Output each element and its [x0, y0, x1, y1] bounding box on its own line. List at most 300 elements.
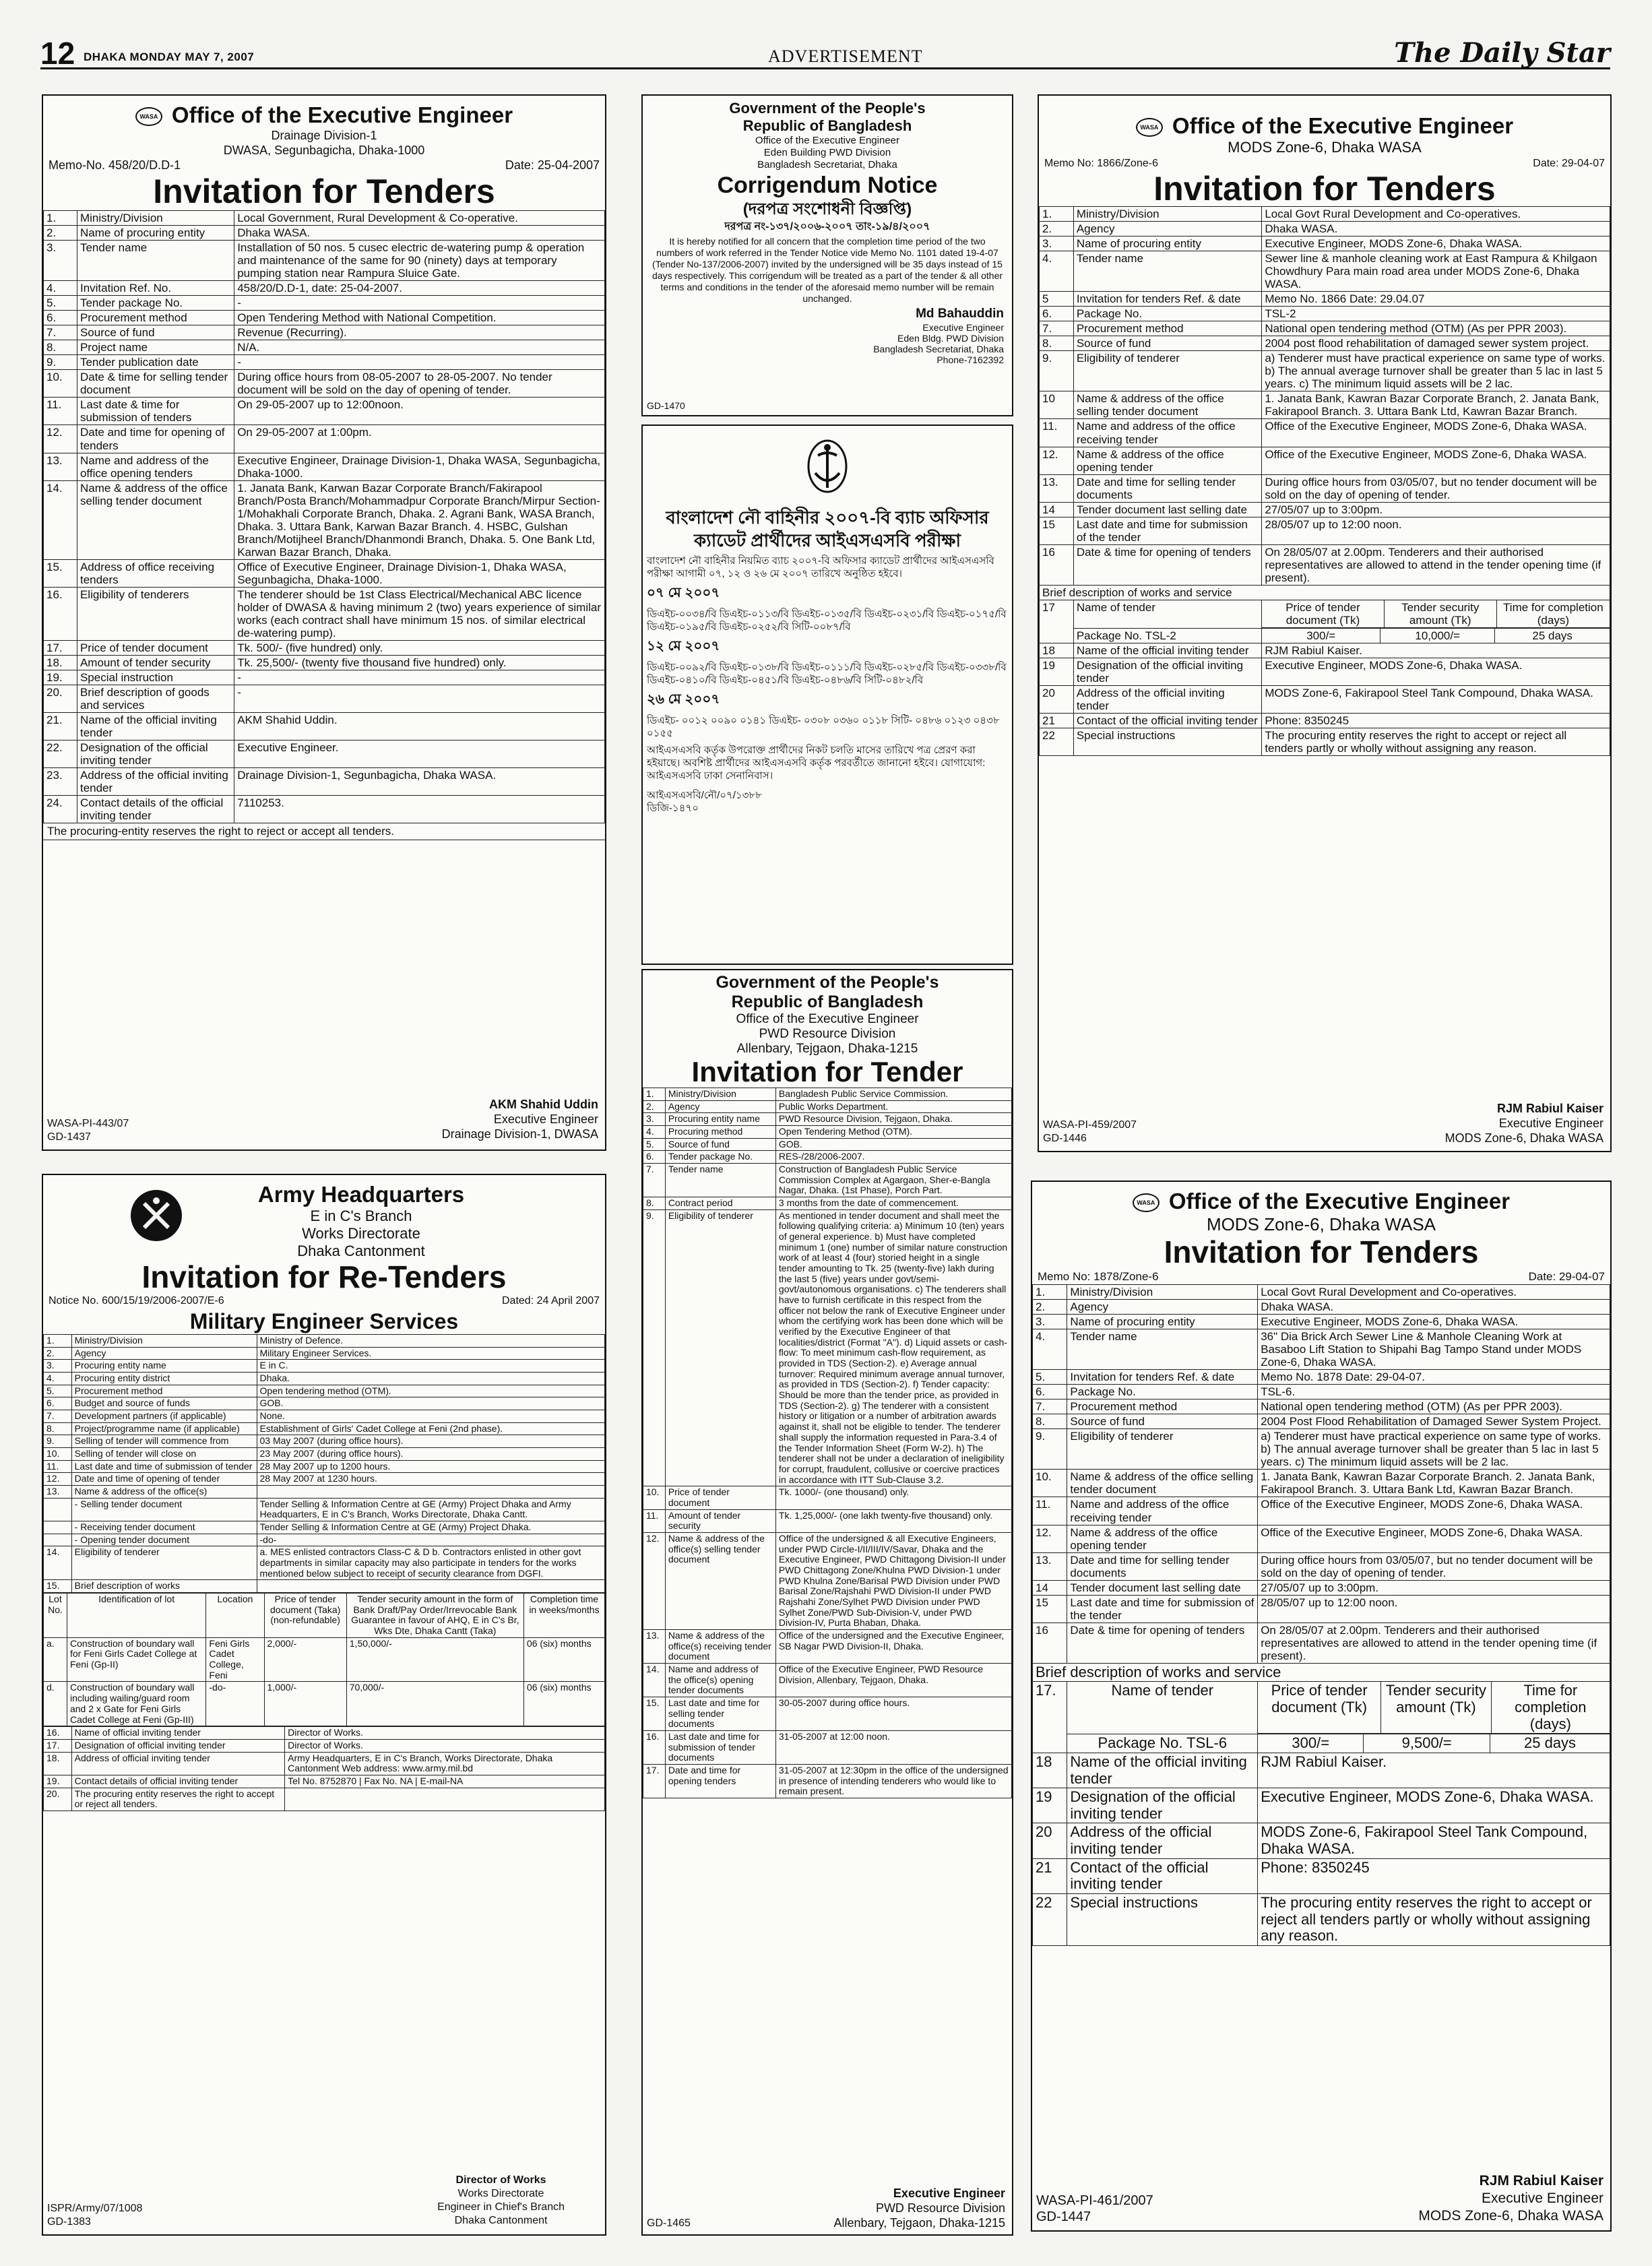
row-number: 9. — [1033, 1429, 1067, 1470]
table-row — [1040, 207, 1610, 222]
row-value — [285, 1788, 605, 1811]
table-row — [44, 1422, 605, 1435]
table-row — [1040, 391, 1610, 419]
ad2-sig-title: Executive Engineer — [922, 322, 1004, 333]
row-value: 1. Janata Bank, Karwan Bazar Corporate Branch/Fakirapool Branch/Posta Branch/Mohammadpur Corporate Branch/Mirpur Section-1/Mohakhali Corporate Branch, Dhaka. 2. Agrani Bank, WASA Branch, Dhaka. 3. Uttara Bank, Karwan Bazar Branch. 4. HSBC, Gulshan Branch/Motijheel Branch/Dhanmondi Branch, Dhaka. 5. One Bank Ltd, Karwan Bazar Branch, Dhaka. — [234, 480, 605, 559]
ad6-sig-name: Director of Works — [455, 2174, 546, 2186]
row-number: 10. — [1033, 1470, 1067, 1497]
row-number: 22 — [1040, 728, 1074, 756]
row-value: National open tendering method (OTM) (As per PPR 2003). — [1258, 1399, 1610, 1414]
table-row — [643, 1151, 1012, 1164]
row-number: 1. — [643, 1088, 666, 1101]
table-row — [1040, 474, 1610, 502]
row-label: Tender name — [77, 241, 234, 281]
row-number: 3. — [44, 241, 77, 281]
row-label: Name of procuring entity — [1067, 1315, 1258, 1329]
row-number: 16 — [1033, 1623, 1067, 1663]
row-label: Address of official inviting tender — [71, 1752, 285, 1775]
ad6-code1: ISPR/Army/07/1008 — [47, 2203, 143, 2214]
row-label: Special instructions — [1073, 728, 1262, 756]
row-label: Price of tender document — [665, 1486, 775, 1509]
row-value: 28 May 2007 at 1230 hours. — [257, 1473, 604, 1486]
table-row — [1040, 686, 1610, 714]
row-label: Date and time for selling tender documents — [1067, 1552, 1258, 1580]
row-label: Eligibility of tenderer — [1073, 351, 1262, 391]
table-row — [1040, 222, 1610, 237]
ad3-ref: আইএসএসবি/নৌ/০৭/১৩৮৮ — [647, 790, 762, 801]
lot-cell: 1,000/- — [264, 1682, 346, 1726]
table-row — [1033, 1823, 1610, 1858]
row-label: Date and time for selling tender documents — [1073, 474, 1262, 502]
row-label: Agency — [1067, 1300, 1258, 1315]
row-label: Date and time for opening tenders — [665, 1764, 775, 1798]
row-label: Project name — [77, 340, 234, 355]
row-value: On 28/05/07 at 2.00pm. Tenderers and their authorised representatives are allowed to attend in the tender opening time (if present). — [1258, 1623, 1610, 1663]
row-label: Contact details of official inviting tender — [71, 1775, 285, 1788]
ad2-body: It is hereby notified for all concern that the completion time period of the two numbers of work referred in the Tender Notice vide Memo No. 1101 dated 19-4-07 (Tender No-137/2006-2007) invited by the undersigned will be 35 days instead of 15 days respectively. This corrigendum will be treated as a part of the tender & all other terms and conditions in the tender of the aforesaid memo number will be remain unchanged. — [652, 236, 1003, 304]
table-row — [1033, 1552, 1610, 1580]
row-label: Name & address of the office(s) selling tender document — [665, 1532, 775, 1629]
table-row — [44, 1521, 605, 1534]
ad5-code1: WASA-PI-459/2007 — [1043, 1119, 1137, 1131]
row-number: 10. — [44, 370, 77, 398]
row-number: 6. — [44, 1397, 72, 1410]
table-row — [44, 311, 605, 325]
table-row — [44, 741, 605, 768]
ad5-date: Date: 29-04-07 — [1533, 158, 1605, 169]
table-row — [643, 1532, 1012, 1629]
table-row — [643, 1164, 1012, 1197]
row-number: 6. — [1040, 307, 1074, 321]
row-label: Last date and time for submission of the tender — [1067, 1595, 1258, 1623]
table-row — [1033, 1329, 1610, 1370]
ad-army-hq — [42, 1174, 606, 2236]
table-row — [44, 398, 605, 425]
ad2-sig-office: Eden Bldg. PWD Division — [897, 333, 1004, 344]
row-number: 4. — [1040, 251, 1074, 292]
row-label: Name and address of the office opening tenders — [77, 453, 234, 480]
row-number: 13. — [44, 453, 77, 480]
table-row — [44, 1775, 605, 1788]
row-label: Name & address of the office selling tender document — [77, 480, 234, 559]
row-label: Name of the official inviting tender — [77, 713, 234, 741]
ad3-date1: ০৭ মে ২০০৭ — [647, 586, 720, 600]
ad6-sig-addr: Dhaka Cantonment — [454, 2215, 548, 2226]
row-number: 9. — [44, 1435, 72, 1448]
row-value: 28/05/07 up to 12:00 noon. — [1262, 517, 1610, 544]
row-value: Tk. 1000/- (one thousand) only. — [775, 1486, 1011, 1509]
row-number: 10. — [44, 1448, 72, 1461]
row-label: Ministry/Division — [1073, 207, 1262, 222]
row-label: Name & address of the office(s) — [71, 1486, 257, 1499]
ad5-security-head: Tender security amount (Tk) — [1384, 600, 1496, 628]
row-number: 17. — [44, 1739, 72, 1752]
row-number: 23. — [44, 768, 77, 796]
ad5-days: 25 days — [1532, 629, 1572, 642]
row-label: Name of procuring entity — [77, 226, 234, 241]
row-label: Ministry/Division — [1067, 1285, 1258, 1300]
row-label: Special instruction — [77, 670, 234, 685]
army-logo-icon — [131, 1190, 182, 1241]
row-label: Ministry/Division — [71, 1335, 257, 1348]
table-row — [44, 1385, 605, 1397]
row-number: 15. — [44, 1580, 72, 1593]
row-number: 14. — [44, 1546, 72, 1580]
row-label: Date and time of opening of tender — [71, 1473, 257, 1486]
row-label: Selling of tender will close on — [71, 1448, 257, 1461]
row-label: Name of procuring entity — [1073, 237, 1262, 251]
row-number: 17. — [643, 1764, 666, 1798]
row-number: 15. — [44, 559, 77, 587]
row-label: Procuring entity district — [71, 1373, 257, 1385]
ad2-sig-addr: Bangladesh Secretariat, Dhaka — [873, 344, 1004, 354]
row-number: 21 — [1033, 1858, 1067, 1893]
row-value: The procuring entity reserves the right to accept or reject all tenders partly or wholly without assigning any reason. — [1262, 728, 1610, 756]
ad-mods-zone6-tsl6 — [1031, 1181, 1612, 2232]
row-number: 14 — [1033, 1580, 1067, 1595]
ad6-table — [43, 1334, 605, 1593]
table-row — [44, 1739, 605, 1752]
row-value: AKM Shahid Uddin. — [234, 713, 605, 741]
ad6-title: Army Headquarters — [257, 1182, 465, 1207]
row-number: 9. — [643, 1209, 666, 1486]
ad4-sig-addr: Allenbary, Tejgaon, Dhaka-1215 — [833, 2216, 1005, 2230]
ad6-lot-table — [43, 1593, 605, 1726]
row-label: Contact details of the official inviting tender — [77, 796, 234, 823]
row-value: Phone: 8350245 — [1258, 1858, 1610, 1893]
table-row — [643, 1697, 1012, 1730]
row-number: 19 — [1033, 1788, 1067, 1823]
row-label: Special instructions — [1067, 1893, 1258, 1945]
row-label: Ministry/Division — [665, 1088, 775, 1101]
row-label: Date & time for opening of tenders — [1067, 1623, 1258, 1663]
row-value: RJM Rabiul Kaiser. — [1262, 643, 1610, 658]
row-value: Local Govt Rural Development and Co-operatives. — [1258, 1285, 1610, 1300]
row-label: Agency — [71, 1347, 257, 1360]
table-row — [44, 670, 605, 685]
row-number: 9. — [44, 355, 77, 370]
row-number: 12. — [44, 425, 77, 453]
ad4-sig-title: Executive Engineer — [893, 2186, 1005, 2200]
row-number: 7. — [44, 1410, 72, 1423]
row-number: 8. — [1040, 336, 1074, 351]
table-row — [44, 340, 605, 355]
row-label: Tender package No. — [665, 1151, 775, 1164]
row-number: 5. — [44, 296, 77, 311]
row-number: 7. — [1040, 321, 1074, 336]
row-label: Name & address of the office selling tender document — [1067, 1470, 1258, 1497]
table-row — [1033, 1623, 1610, 1663]
ad4-line4: PWD Resource Division — [759, 1027, 896, 1041]
row-value: Local Govt Rural Development and Co-operatives. — [1262, 207, 1610, 222]
row-value: RJM Rabiul Kaiser. — [1258, 1753, 1610, 1788]
ad7-date: Date: 29-04-07 — [1528, 1270, 1605, 1283]
row-number: 8. — [44, 340, 77, 355]
row-value: Sewer line & manhole cleaning work at East Rampura & Khilgaon Chowdhury Para main road area under MODS Zone-6, Dhaka WASA. — [1262, 251, 1610, 292]
row-value: Executive Engineer, MODS Zone-6, Dhaka WASA. — [1258, 1788, 1610, 1823]
table-row — [44, 211, 605, 226]
table-row — [1033, 1580, 1610, 1595]
table-row — [1040, 714, 1610, 728]
row-value: Tk. 500/- (five hundred) only. — [234, 640, 605, 655]
wasa-logo-icon: WASA — [1133, 1193, 1159, 1212]
ad5-code2: GD-1446 — [1043, 1133, 1087, 1144]
page-number: 12 — [40, 36, 75, 71]
lot-cell: Construction of boundary wall including wailing/guard room and 2 x Gate for Feni Girls Cadet College at Feni (Gp-III) — [67, 1682, 205, 1726]
row-label: Address of the official inviting tender — [77, 768, 234, 796]
row-number: 19. — [44, 1775, 72, 1788]
ad3-list2: ডিএইচ-০০৯২/বি ডিএইচ-০১৩৮/বি ডিএইচ-০১১১/বি ডিএইচ-০২৮৫/বি ডিএইচ-০৩৩৮/বি ডিএইচ-০৪১০/বি ডিএইচ-০৪৫১/বি ডিএইচ-০৪৮৬/বি সিটি-০৪৮২/বি — [647, 662, 1007, 686]
table-row — [1033, 1893, 1610, 1945]
lot-column-header: Location — [206, 1594, 264, 1638]
ad1-title: Office of the Executive Engineer — [171, 102, 513, 127]
table-row — [1033, 1370, 1610, 1385]
ad7-sig-title: Executive Engineer — [1482, 2191, 1603, 2206]
row-label: Name & address of the office(s) receiving tender document — [665, 1629, 775, 1663]
row-label: Eligibility of tenderer — [1067, 1429, 1258, 1470]
row-label: Address of the official inviting tender — [1067, 1823, 1258, 1858]
row-label: Brief description of goods and services — [77, 685, 234, 713]
ad7-memo: Memo No: 1878/Zone-6 — [1038, 1270, 1159, 1283]
row-value: Dhaka WASA. — [234, 226, 605, 241]
table-row — [44, 1347, 605, 1360]
row-label: Last date and time for submission of the tender — [1073, 517, 1262, 544]
row-number: 12. — [643, 1532, 666, 1629]
row-value: Office of the Executive Engineer, PWD Resource Division, Allenbary, Tejgaon, Dhaka. — [775, 1663, 1011, 1697]
row-number: 20. — [44, 1788, 72, 1811]
ad1-line2: DWASA, Segunbagicha, Dhaka-1000 — [223, 144, 425, 157]
row-value: Open Tendering Method with National Competition. — [234, 311, 605, 325]
row-number: 4. — [643, 1126, 666, 1139]
row-number: 21. — [44, 713, 77, 741]
table-row — [643, 1138, 1012, 1151]
ad3-outro: আইএসএসবি কর্তৃক উপরোক্ত প্রার্থীদের নিকট চলতি মাসের তারিখে পত্র প্রেরণ করা হইয়াছে। অবশিষ্ট প্রার্থীদের আইএসএসবি কর্তৃক পরবর্তীতে জানানো হইবে। যোগাযোগ: আইএসএসবি ঢাকা সেনানিবাস। — [647, 745, 986, 782]
row-value: -do- — [257, 1534, 604, 1546]
row-label: Selling of tender will commence from — [71, 1435, 257, 1448]
row-number: 2. — [44, 1347, 72, 1360]
row-label: Name and address of the office receiving tender — [1067, 1497, 1258, 1525]
ad1-reserve: The procuring-entity reserves the right to reject or accept all tenders. — [43, 823, 605, 840]
table-row — [1033, 1753, 1610, 1788]
row-label: - Receiving tender document — [71, 1521, 257, 1534]
ad6-subtitle: Military Engineer Services — [189, 1309, 459, 1333]
ad5-name-label: Name of tender — [1073, 600, 1262, 628]
table-row — [1040, 251, 1610, 292]
newspaper-logo: The Daily Star — [1394, 37, 1610, 69]
row-value: a) Tenderer must have practical experience on same type of works. b) The annual average turnover shall be greater than 5 lac in last 5 years. c) The minimum liquid assets will be 2 lac. — [1258, 1429, 1610, 1470]
row-number: 2. — [1033, 1300, 1067, 1315]
row-value: Public Works Department. — [775, 1100, 1011, 1113]
row-label: Procurement method — [71, 1385, 257, 1397]
row-label: Package No. — [1073, 307, 1262, 321]
ad1-code1: WASA-PI-443/07 — [47, 1118, 129, 1129]
ad4-line2: Republic of Bangladesh — [731, 993, 924, 1011]
row-number: 5. — [1033, 1370, 1067, 1385]
row-number: 8. — [1033, 1414, 1067, 1429]
row-label: Tender name — [1073, 251, 1262, 292]
row-number: 9. — [1040, 351, 1074, 391]
table-row — [1040, 419, 1610, 447]
row-value: E in C. — [257, 1360, 604, 1373]
ad6-code2: GD-1383 — [47, 2216, 91, 2228]
table-row — [44, 1360, 605, 1373]
row-label: Development partners (if applicable) — [71, 1410, 257, 1423]
row-label: Date and time for opening of tenders — [77, 425, 234, 453]
ad2-line3: Office of the Executive Engineer — [755, 135, 899, 146]
row-label: Amount of tender security — [77, 656, 234, 670]
lot-cell: 70,000/- — [346, 1682, 523, 1726]
row-value: On 28/05/07 at 2.00pm. Tenderers and their authorised representatives are allowed to attend in the tender opening time (if present). — [1262, 544, 1610, 585]
row-value: Bangladesh Public Service Commission. — [775, 1088, 1011, 1101]
row-value — [257, 1486, 604, 1499]
row-number: 12. — [1040, 447, 1074, 474]
table-row — [44, 1498, 605, 1521]
row-number: 3. — [44, 1360, 72, 1373]
row-value: Office of the Executive Engineer, MODS Zone-6, Dhaka WASA. — [1258, 1497, 1610, 1525]
row-number: 16. — [643, 1730, 666, 1764]
ad2-line2: Republic of Bangladesh — [742, 117, 912, 134]
table-row — [44, 325, 605, 340]
row-number: 14. — [44, 480, 77, 559]
ad2-line5: Bangladesh Secretariat, Dhaka — [757, 159, 897, 170]
table-row — [44, 1752, 605, 1775]
table-row — [44, 559, 605, 587]
ad2-bn-heading: (দরপত্র সংশোধনী বিজ্ঞপ্তি) — [742, 200, 912, 218]
row-value: Executive Engineer. — [234, 741, 605, 768]
row-label: Eligibility of tenderer — [71, 1546, 257, 1580]
ad5-title: Office of the Executive Engineer — [1172, 113, 1514, 138]
row-number: 19 — [1040, 658, 1074, 686]
table-row — [44, 1788, 605, 1811]
row-label: Name and address of the office receiving tender — [1073, 419, 1262, 447]
ad4-line5: Allenbary, Tejgaon, Dhaka-1215 — [736, 1042, 918, 1056]
row-number: 16. — [44, 587, 77, 640]
table-row — [1040, 321, 1610, 336]
row-label: Procurement method — [1067, 1399, 1258, 1414]
table-row — [44, 1373, 605, 1385]
table-row — [1040, 292, 1610, 307]
row-value: Dhaka WASA. — [1262, 222, 1610, 237]
row-value — [257, 1580, 604, 1593]
table-row — [643, 1509, 1012, 1532]
row-label: Contact of the official inviting tender — [1067, 1858, 1258, 1893]
row-label: Name and address of the office(s) opening tender documents — [665, 1663, 775, 1697]
row-number: 11. — [1033, 1497, 1067, 1525]
ad5-memo: Memo No: 1866/Zone-6 — [1044, 158, 1158, 169]
row-label: Eligibility of tenderers — [77, 587, 234, 640]
row-label: Name & address of the office opening tender — [1067, 1525, 1258, 1552]
row-label: Amount of tender security — [665, 1509, 775, 1532]
row-number: 16 — [1040, 544, 1074, 585]
ad1-code2: GD-1437 — [47, 1131, 91, 1143]
row-label: Source of fund — [665, 1138, 775, 1151]
row-number: 18 — [1033, 1753, 1067, 1788]
ad-drainage-division — [42, 94, 606, 1151]
ad3-list3: ডিএইচ- ০০১২ ০০৯০ ০১৪১ ডিএইচ- ০৩০৮ ০৩৬০ ০১১৮ সিটি- ০৪৮৬ ০১২৩ ০৪৩৮ ০১৫৫ — [647, 715, 1000, 739]
row-number: 2. — [643, 1100, 666, 1113]
row-value: 27/05/07 up to 3:00pm. — [1258, 1580, 1610, 1595]
table-row — [44, 713, 605, 741]
ad6-date: Dated: 24 April 2007 — [502, 1295, 600, 1307]
ad5-line1: MODS Zone-6, Dhaka WASA — [1228, 139, 1422, 156]
row-label: Project/programme name (if applicable) — [71, 1422, 257, 1435]
row-label: The procuring entity reserves the right to accept or reject all tenders. — [71, 1788, 285, 1811]
row-label: Designation of the official inviting tender — [1067, 1788, 1258, 1823]
row-label: Designation of the official inviting tender — [77, 741, 234, 768]
ad1-line1: Drainage Division-1 — [271, 129, 377, 142]
row-value: Establishment of Girls' Cadet College at Feni (2nd phase). — [257, 1422, 604, 1435]
table-row — [44, 281, 605, 296]
table-row — [1040, 658, 1610, 686]
row-value: TSL-6. — [1258, 1385, 1610, 1399]
row-label: Ministry/Division — [77, 211, 234, 226]
row-number: 15 — [1040, 517, 1074, 544]
row-label: Designation of the official inviting tender — [1073, 658, 1262, 686]
ad3-date2: ১২ মে ২০০৭ — [647, 639, 720, 654]
table-row — [643, 1209, 1012, 1486]
lot-column-header: Completion time in weeks/months — [523, 1594, 604, 1638]
row-label: Procurement method — [77, 311, 234, 325]
row-label: Budget and source of funds — [71, 1397, 257, 1410]
row-number: 1. — [44, 211, 77, 226]
row-value: Executive Engineer, MODS Zone-6, Dhaka WASA. — [1262, 658, 1610, 686]
row-label: Procuring method — [665, 1126, 775, 1139]
row-value: During office hours from 03/05/07, but no tender document will be sold on the day of opening of tender. — [1262, 474, 1610, 502]
table-row — [643, 1764, 1012, 1798]
row-number: 15 — [1033, 1595, 1067, 1623]
row-value: 1. Janata Bank, Kawran Bazar Corporate Branch. 2. Janata Bank, Fakirapool Branch. 3. Uttara Bank Ltd, Kawran Bazar Branch. — [1258, 1470, 1610, 1497]
row-value: 2004 Post Flood Rehabilitation of Damaged Sewer System Project. — [1258, 1414, 1610, 1429]
row-value: 36" Dia Brick Arch Sewer Line & Manhole Cleaning Work at Basaboo Lift Station to Shipahi Bag Tampo Stand under MODS Zone-6, Dhaka WASA. — [1258, 1329, 1610, 1370]
ad1-sig-title: Executive Engineer — [493, 1112, 598, 1126]
ad1-sig-name: AKM Shahid Uddin — [489, 1098, 598, 1111]
ad4-heading: Invitation for Tender — [691, 1056, 963, 1088]
ad7-code2: GD-1447 — [1036, 2209, 1091, 2224]
row-value: Dhaka. — [257, 1373, 604, 1385]
table-row — [44, 768, 605, 796]
ad6-sig-title: Works Directorate — [457, 2188, 544, 2199]
row-value: Dhaka WASA. — [1258, 1300, 1610, 1315]
row-label: Tender package No. — [77, 296, 234, 311]
table-row — [44, 355, 605, 370]
ad6-heading: Invitation for Re-Tenders — [141, 1259, 507, 1294]
ad-pwd-resource — [641, 969, 1013, 2236]
row-value: MODS Zone-6, Fakirapool Steel Tank Compound, Dhaka WASA. — [1262, 686, 1610, 714]
row-label: Price of tender document — [77, 640, 234, 655]
row-label: Name of the official inviting tender — [1067, 1753, 1258, 1788]
row-value: RES-/28/2006-2007. — [775, 1151, 1011, 1164]
table-row — [643, 1730, 1012, 1764]
lot-cell: -do- — [206, 1682, 264, 1726]
table-row — [44, 296, 605, 311]
ad3-list1: ডিএইচ-০০৩৪/বি ডিএইচ-০১১৩/বি ডিএইচ-০১৩৫/বি ডিএইচ-০২৩১/বি ডিএইচ-০১৭৫/বি ডিএইচ-০১৯৫/বি ডিএইচ-০২৫২/বি সিটি-০০৮৭/বি — [647, 608, 1007, 633]
table-row — [44, 1546, 605, 1580]
table-row — [643, 1126, 1012, 1139]
row-number: 22 — [1033, 1893, 1067, 1945]
row-value: On 29-05-2007 at 1:00pm. — [234, 425, 605, 453]
table-row — [1040, 517, 1610, 544]
row-label: Agency — [665, 1100, 775, 1113]
row-label: Procuring entity name — [665, 1113, 775, 1126]
row-label: Tender document last selling date — [1067, 1580, 1258, 1595]
ad3-intro: বাংলাদেশ নৌ বাহিনীর নিয়মিত ব্যাচ ২০০৭-বি অফিসার ক্যাডেট প্রার্থীদের আইএসএসবি পরীক্ষা আগামী ০৭, ১২ ও ২৬ মে ২০০৭ তারিখে অনুষ্ঠিত হইবে। — [647, 555, 994, 579]
row-number: 20 — [1033, 1823, 1067, 1858]
row-number: 13. — [643, 1629, 666, 1663]
row-label: Invitation Ref. No. — [77, 281, 234, 296]
row-value: Open tendering method (OTM). — [257, 1385, 604, 1397]
row-value: Tel No. 8752870 | Fax No. NA | E-mail-NA — [285, 1775, 605, 1788]
wasa-logo-icon: WASA — [135, 107, 162, 126]
